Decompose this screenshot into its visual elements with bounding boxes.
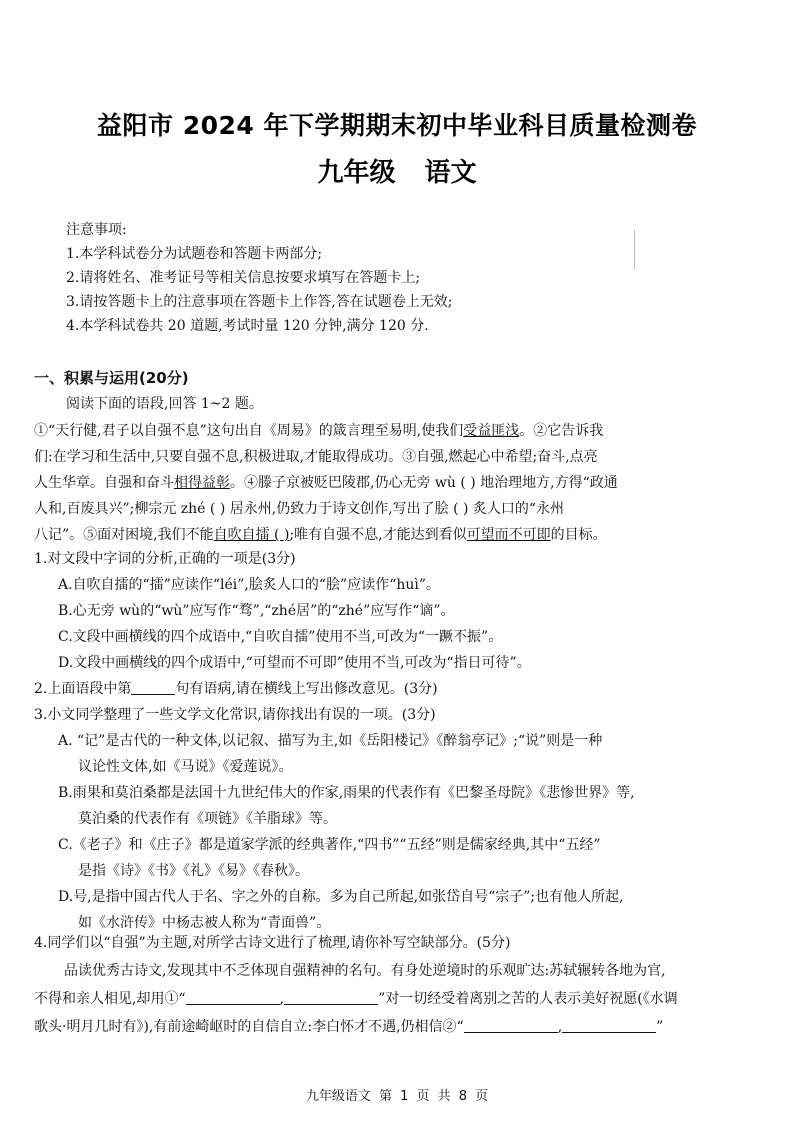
question-1-option-b: B.心无旁 wù的“wù”应写作“骛”,“zhé居”的“zhé”应写作“谪”。 [58,603,455,619]
question-3-option-b: B.雨果和莫泊桑都是法国十九世纪伟大的作家,雨果的代表作有《巴黎圣母院》《悲惨世界》等, [58,785,635,801]
exam-title: 益阳市 2024 年下学期期末初中毕业科目质量检测卷 [97,111,697,140]
underlined-idiom: 自吹自擂 ( ) [213,527,290,543]
answer-blank[interactable] [284,990,378,1005]
question-4-text: ” [656,1019,664,1035]
question-4-line [34,1013,779,1041]
passage-line [34,522,774,548]
notice-item: 1.本学科试卷分为试题卷和答题卡两部分; [66,246,323,262]
question-4-stem: 4.同学们以“自强”为主题,对所学古诗文进行了梳理,请你补写空缺部分。(5分) [34,935,511,951]
answer-blank[interactable] [464,1018,558,1033]
question-3-option-c: C.《老子》和《庄子》都是道家学派的经典著作,“四书”“五经”则是儒家经典,其中“五经” [58,837,601,853]
passage-text: 。②它告诉我 [519,423,604,439]
question-4-line [34,985,779,1013]
question-3-option-c-cont: 是指《诗》《书》《礼》《易》《春秋》。 [78,863,309,879]
question-3-option-a-cont: 议论性文体,如《马说》《爱莲说》。 [78,759,293,775]
notice-item: 3.请按答题卡上的注意事项在答题卡上作答,答在试题卷上无效; [66,294,453,310]
passage-text: ;唯有自强不息,才能达到看似 [289,527,467,543]
passage-line [34,418,774,444]
question-2-text: 句有语病,请在横线上写出修改意见。(3分) [175,681,438,697]
question-4-line: 品读优秀古诗文,发现其中不乏体现自强精神的名句。有身处逆境时的乐观旷达:苏轼辗转各地为官, [64,963,666,979]
notice-item: 2.请将姓名、准考证号等相关信息按要求填写在答题卡上; [66,270,421,286]
question-4-text: , [557,1019,563,1035]
exam-subtitle: 九年级 语文 [317,158,477,188]
question-1-option-a: A.自吹自擂的“擂”应读作“léi”,脍炙人口的“脍”应读作“huì”。 [58,577,441,593]
passage-text: 人生华章。自强和奋斗 [34,475,174,491]
question-4-text: ”对一切经受着离别之苦的人表示美好祝愿(《水调 [378,991,678,1007]
passage-line: 们:在学习和生活中,只要自强不息,积极进取,才能取得成功。③自强,燃起心中希望;奋斗,点亮 [34,449,598,465]
question-1-option-d: D.文段中画横线的四个成语中,“可望而不可即”使用不当,可改为“指日可待”。 [58,655,531,671]
question-1-stem: 1.对文段中字词的分析,正确的一项是(3分) [34,551,296,567]
answer-blank[interactable] [186,990,280,1005]
underlined-idiom: 相得益彰 [174,475,230,491]
scan-mark [634,230,635,270]
question-3-option-a: A. “记”是古代的一种文体,以记叙、描写为主,如《岳阳楼记》《醉翁亭记》;“说”则是一种 [58,733,603,749]
question-2-text: 2.上面语段中第 [34,681,132,697]
question-4-text: , [279,991,285,1007]
answer-blank[interactable] [131,680,175,695]
page-footer: 九年级语文 第 1 页 共 8 页 [305,1089,489,1104]
question-3-stem: 3.小文同学整理了一些文学文化常识,请你找出有误的一项。(3分) [34,707,436,723]
question-1-option-c: C.文段中画横线的四个成语中,“自吹自擂”使用不当,可改为“一蹶不振”。 [58,629,503,645]
underlined-idiom: 受益匪浅 [463,423,520,439]
question-4-text: 歌头·明月几时有》),有前途崎岖时的自信自立:李白怀才不遇,仍相信②“ [34,1019,464,1035]
reading-passage [34,418,774,548]
question-2 [34,678,438,698]
question-3-option-d: D.号,是指中国古代人于名、字之外的自称。多为自己所起,如张岱自号“宗子”;也有他人所起, [58,889,624,905]
answer-blank[interactable] [562,1018,656,1033]
question-3-option-d-cont: 如《水浒传》中杨志被人称为“青面兽”。 [78,915,331,931]
notice-heading: 注意事项: [66,222,127,238]
question-4-body [34,957,779,1041]
passage-text: 八记”。⑤面对困境,我们不能 [34,527,214,543]
passage-text: 的目标。 [550,527,607,543]
question-4-text: 不得和亲人相见,却用①“ [34,991,186,1007]
question-3-option-b-cont: 莫泊桑的代表作有《项链》《羊脂球》等。 [78,811,337,827]
section-instruction: 阅读下面的语段,回答 1~2 题。 [66,396,263,412]
section-heading: 一、积累与运用(20分) [34,369,189,387]
passage-line: 人和,百废具兴”;柳宗元 zhé ( ) 居永州,仍致力于诗文创作,写出了脍 ( ) 炙人口的“永州 [34,501,565,517]
notice-block [66,218,453,338]
passage-text: ①“天行健,君子以自强不息”这句出自《周易》的箴言理至易明,使我们 [34,423,464,439]
underlined-idiom: 可望而不可即 [466,527,551,543]
passage-line [34,470,774,496]
passage-text: 。④滕子京被贬巴陵郡,仍心无旁 wù ( ) 地治理地方,方得“政通 [230,475,618,491]
notice-item: 4.本学科试卷共 20 道题,考试时量 120 分钟,满分 120 分. [66,318,429,334]
